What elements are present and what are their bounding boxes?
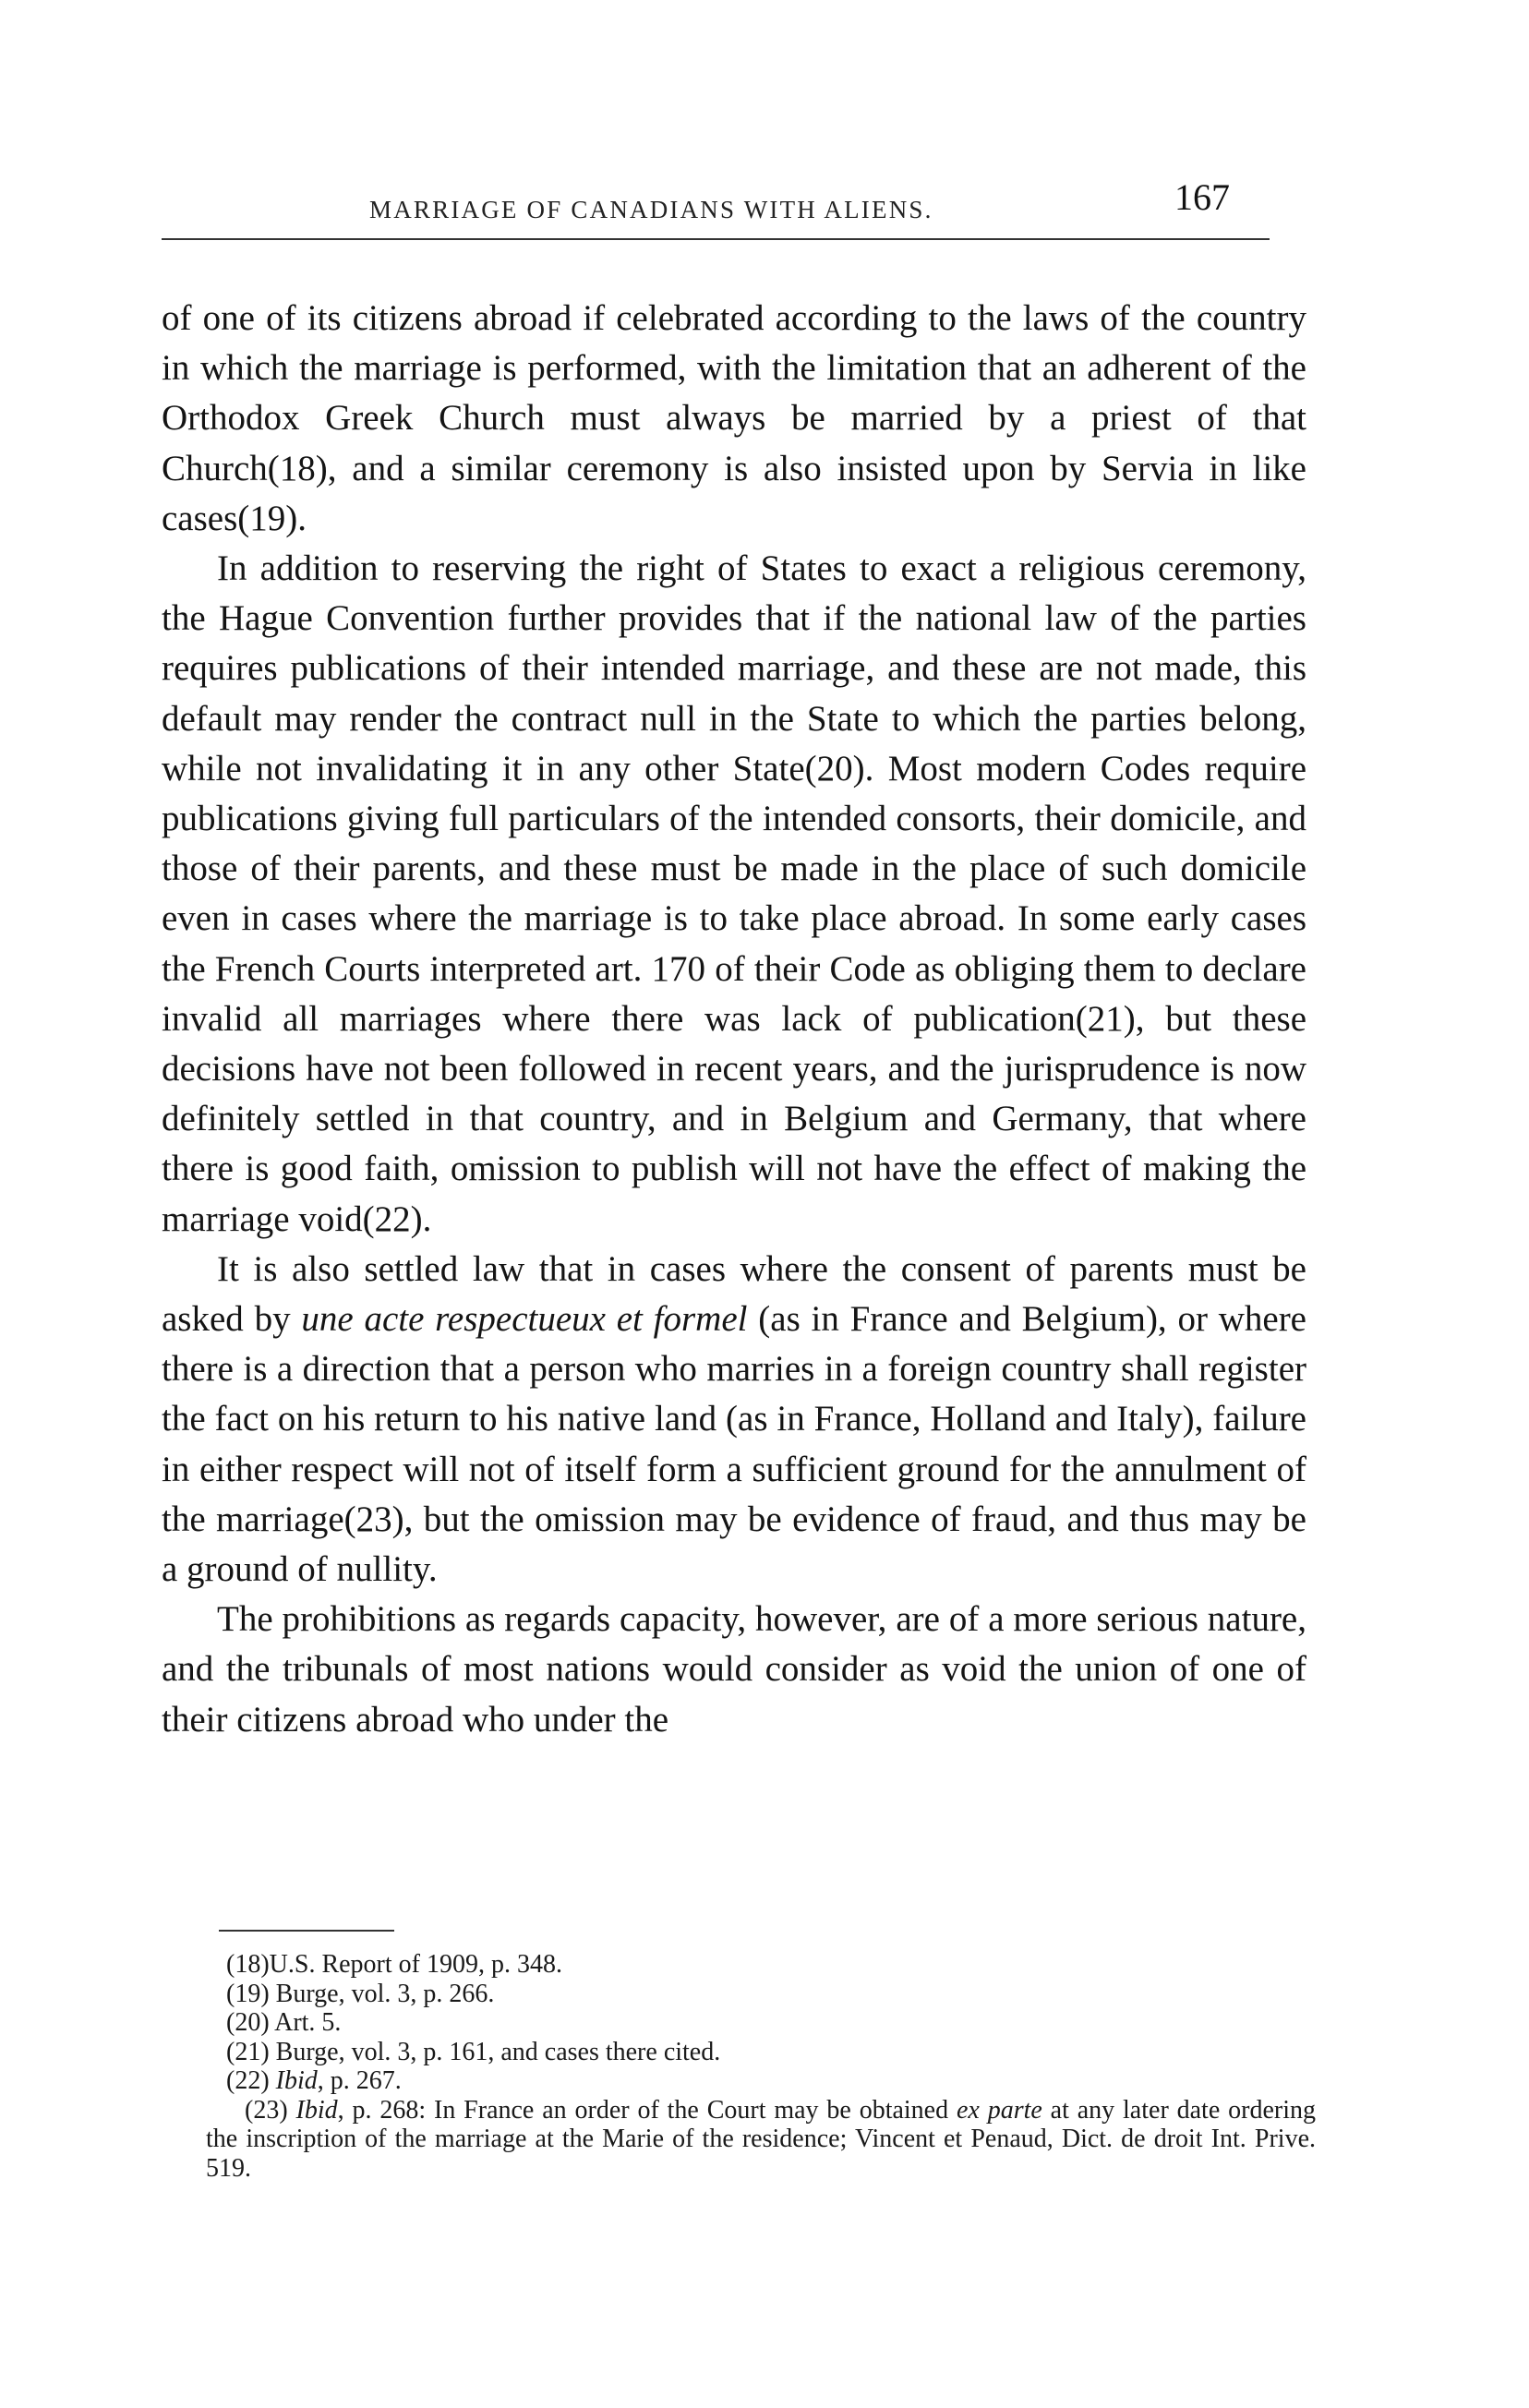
header-rule bbox=[162, 238, 1270, 240]
footnote-18: (18)U.S. Report of 1909, p. 348. bbox=[226, 1950, 562, 1979]
paragraph-3-text-a: It is also settled law that in cases where the consent of parents must be asked by bbox=[162, 1248, 1306, 1340]
footnote-22 bbox=[208, 2066, 1316, 2096]
paragraph-3 bbox=[162, 1245, 1306, 1595]
paragraph-3-italic-phrase: une acte respectueux et formel bbox=[301, 1299, 748, 1340]
footnote-23-text-b: at any later date ordering the inscription of the marriage at the Marie of the residence; Vincent et Penaud, Dict. de droit Int. Prive. 519. bbox=[206, 2095, 1316, 2183]
footnote-22-number: (22) bbox=[226, 2066, 276, 2095]
footnote-rule bbox=[219, 1930, 394, 1932]
footnotes bbox=[208, 1950, 1316, 2183]
paragraph-4: The prohibitions as regards capacity, however, are of a more serious nature, and the tribunals of most nations would consider as void the union of one of their citizens abroad who under the bbox=[162, 1599, 1306, 1740]
footnote-23-number: (23) bbox=[245, 2095, 296, 2125]
footnote-23-ex-parte: ex parte bbox=[956, 2095, 1042, 2125]
footnote-20: (20) Art. 5. bbox=[226, 2008, 342, 2037]
footnote-23-text-a: , p. 268: In France an order of the Court may be obtained bbox=[337, 2095, 957, 2125]
page-number: 167 bbox=[1174, 176, 1230, 218]
footnote-23-ibid: Ibid bbox=[295, 2095, 338, 2125]
paragraph-3-text-b: (as in France and Belgium), or where there is a direction that a person who marries in a foreign country shall register the fact on his return to his native land (as in France, Holland and Italy), failure in either respect will not of itself form a sufficient ground for the annulment of the marriage(23), but the omission may be evidence of fraud, and thus may be a ground of nullity. bbox=[162, 1299, 1306, 1590]
footnote-19: (19) Burge, vol. 3, p. 266. bbox=[226, 1979, 495, 2008]
body-text bbox=[162, 294, 1306, 1745]
footnote-23 bbox=[187, 2096, 1316, 2184]
running-head: MARRIAGE OF CANADIANS WITH ALIENS. bbox=[369, 196, 933, 223]
paragraph-1: of one of its citizens abroad if celebrated according to the laws of the country in which the marriage is performed, with the limitation that an adherent of the Orthodox Greek Church must always be married by a priest of that Church(18), and a similar ceremony is also insisted upon by Servia in like cases(19). bbox=[162, 298, 1306, 538]
paragraph-2: In addition to reserving the right of States to exact a religious ceremony, the Hague Convention further provides that if the national law of the parties requires publications of their intended marriage, and these are not made, this default may render the contract null in the State to which the parties belong, while not invalidating it in any other State(20). Most modern Codes require publications giving full particulars of the intended consorts, their domicile, and those of their parents, and these must be made in the place of such domicile even in cases where the marriage is to take place abroad. In some early cases the French Courts interpreted art. 170 of their Code as obliging them to declare invalid all marriages where there was lack of publication(21), but these decisions have not been followed in recent years, and the jurisprudence is now definitely settled in that country, and in Belgium and Germany, that where there is good faith, omission to publish will not have the effect of making the marriage void(22). bbox=[162, 548, 1306, 1239]
footnote-22-text: , p. 267. bbox=[317, 2066, 402, 2095]
footnote-22-ibid: Ibid bbox=[275, 2066, 318, 2095]
page-header bbox=[162, 175, 1270, 240]
footnote-21: (21) Burge, vol. 3, p. 161, and cases there cited. bbox=[226, 2037, 721, 2066]
